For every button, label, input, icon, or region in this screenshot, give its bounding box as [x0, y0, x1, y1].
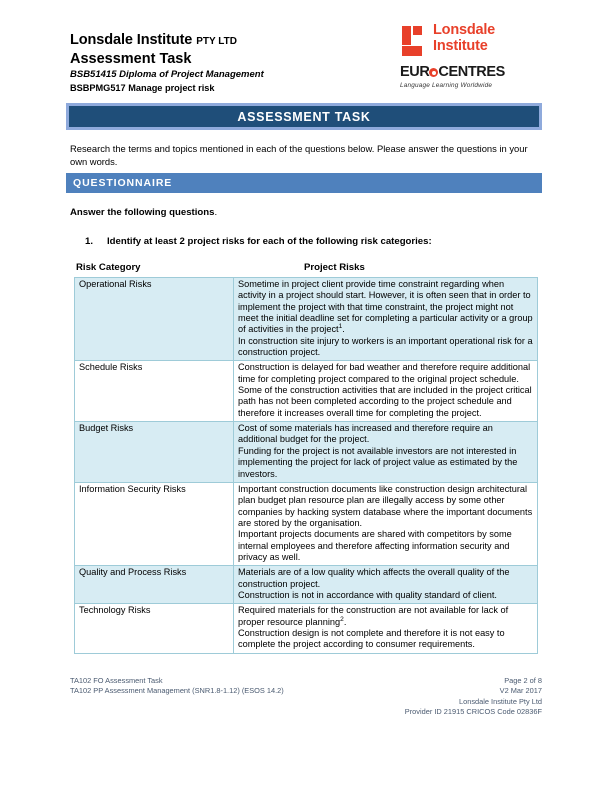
project-risks-cell	[234, 422, 538, 483]
eurocentres-pre: EUR	[400, 64, 430, 80]
project-risks-cell	[234, 278, 538, 361]
risk-category-cell: Schedule Risks	[75, 361, 234, 422]
risk-category-cell: Budget Risks	[75, 422, 234, 483]
footer-line: V2 Mar 2017	[499, 686, 542, 696]
risk-table-headers	[76, 262, 540, 276]
document-title: Assessment Task	[70, 51, 192, 67]
table-row	[75, 278, 538, 361]
risk-paragraph: Construction design is not complete and therefore it is not easy to complete the project according to consumer requirements.	[238, 627, 505, 650]
table-header-risk-category: Risk Category	[76, 262, 141, 273]
project-risks-cell	[234, 482, 538, 565]
risk-paragraph: Sometime in project client provide time constraint regarding when activity in a project should start. However, it is often seen that in order to implement the project with that time constraint, the project might not meet the initial deadline set for completing a particular activity or a group of activities in the project$^1$.	[238, 279, 533, 335]
footer-line: Page 2 of 8	[504, 676, 542, 685]
lonsdale-logo	[392, 24, 540, 64]
logo-block	[392, 24, 540, 96]
risk-category-cell: Information Security Risks	[75, 482, 234, 565]
footer-line: Provider ID 21915 CRICOS Code 02836F	[404, 707, 542, 717]
footer-right	[405, 676, 542, 718]
risk-category-cell: Quality and Process Risks	[75, 566, 234, 604]
footer-left	[70, 676, 284, 697]
risk-paragraph: Construction is delayed for bad weather and therefore require additional time for completing project compared to the original project schedule.	[238, 362, 531, 384]
table-row	[75, 422, 538, 483]
header-title-block	[70, 32, 370, 94]
risk-paragraph: Important projects documents are shared with competitors by some internal employees and therefore affecting information security and privacy as well.	[238, 529, 512, 562]
risk-table-body	[75, 278, 538, 654]
footnote-marker: 2	[340, 615, 344, 623]
risk-table	[74, 277, 538, 654]
institute-name: Lonsdale Institute	[70, 32, 193, 48]
risk-category-cell: Operational Risks	[75, 278, 234, 361]
answer-prompt	[70, 207, 217, 218]
risk-paragraph: Some of the construction activities that are included in the project critical path has not been completed according to the project schedule and therefore it increases overall time for completing the project.	[238, 385, 532, 418]
question-1	[85, 236, 540, 247]
project-risks-cell	[234, 566, 538, 604]
eurocentres-wordmark	[400, 65, 540, 80]
project-risks-cell	[234, 361, 538, 422]
answer-prompt-text: Answer the following questions	[70, 207, 215, 218]
table-header-project-risks: Project Risks	[304, 262, 365, 273]
lonsdale-wordmark-line1: Lonsdale	[433, 22, 496, 38]
project-risks-cell	[234, 604, 538, 653]
qualification-line: BSB51415 Diploma of Project Management	[70, 69, 264, 80]
risk-paragraph: Materials are of a low quality which affects the overall quality of the construction project.	[238, 567, 510, 589]
eurocentres-tagline: Language Learning Worldwide	[400, 82, 493, 89]
intro-paragraph: Research the terms and topics mentioned in each of the questions below. Please answer the questions in your own words.	[70, 143, 528, 167]
mark-shape-left	[402, 26, 411, 45]
risk-category-cell: Technology Risks	[75, 604, 234, 653]
institute-suffix: PTY LTD	[196, 36, 237, 47]
questionnaire-section-bar: QUESTIONNAIRE	[66, 173, 542, 193]
answer-prompt-period: .	[214, 207, 218, 218]
footer-line: Lonsdale Institute Pty Ltd	[459, 696, 542, 706]
question-1-text: Identify at least 2 project risks for each of the following risk categories:	[107, 236, 432, 247]
question-1-number: 1.	[85, 236, 94, 247]
risk-paragraph: Funding for the project is not available investors are not interested in implementing the project for lack of project value as estimated by the investors.	[238, 445, 518, 479]
mark-shape-topright	[413, 26, 422, 35]
institute-name-line	[70, 32, 370, 50]
assessment-task-banner-frame	[66, 103, 542, 130]
risk-paragraph: Construction is not in accordance with quality standard of client.	[238, 589, 497, 600]
risk-paragraph: Required materials for the construction are not available for lack of proper resource planning$^2$.	[238, 605, 509, 627]
lonsdale-wordmark	[433, 23, 495, 54]
table-row	[75, 361, 538, 422]
footer-line: TA102 PP Assessment Management (SNR1.8-1.12) (ESOS 14.2)	[70, 686, 284, 696]
footnote-marker: 1	[338, 323, 343, 331]
unit-line: BSBPMG517 Manage project risk	[70, 83, 215, 93]
mark-shape-bottom	[402, 46, 422, 56]
eurocentres-post: CENTRES	[438, 64, 505, 80]
table-row	[75, 566, 538, 604]
risk-paragraph: Cost of some materials has increased and therefore require an additional budget for the project.	[238, 423, 493, 445]
footer-line: TA102 FO Assessment Task	[70, 676, 163, 685]
assessment-task-banner: ASSESSMENT TASK	[69, 106, 539, 127]
lonsdale-wordmark-line2: Institute	[433, 37, 488, 54]
risk-paragraph: In construction site injury to workers is an important operational risk for a construction project.	[238, 335, 533, 358]
document-header	[70, 24, 540, 92]
lonsdale-mark-icon	[402, 26, 428, 56]
eurocentres-logo	[400, 65, 540, 89]
table-row	[75, 482, 538, 565]
risk-paragraph: Important construction documents like construction design architectural plan budget plan resource plan are illegally access by some other companies by hacking system database where the important documents are stored by the organisation.	[238, 483, 533, 528]
table-row	[75, 604, 538, 653]
